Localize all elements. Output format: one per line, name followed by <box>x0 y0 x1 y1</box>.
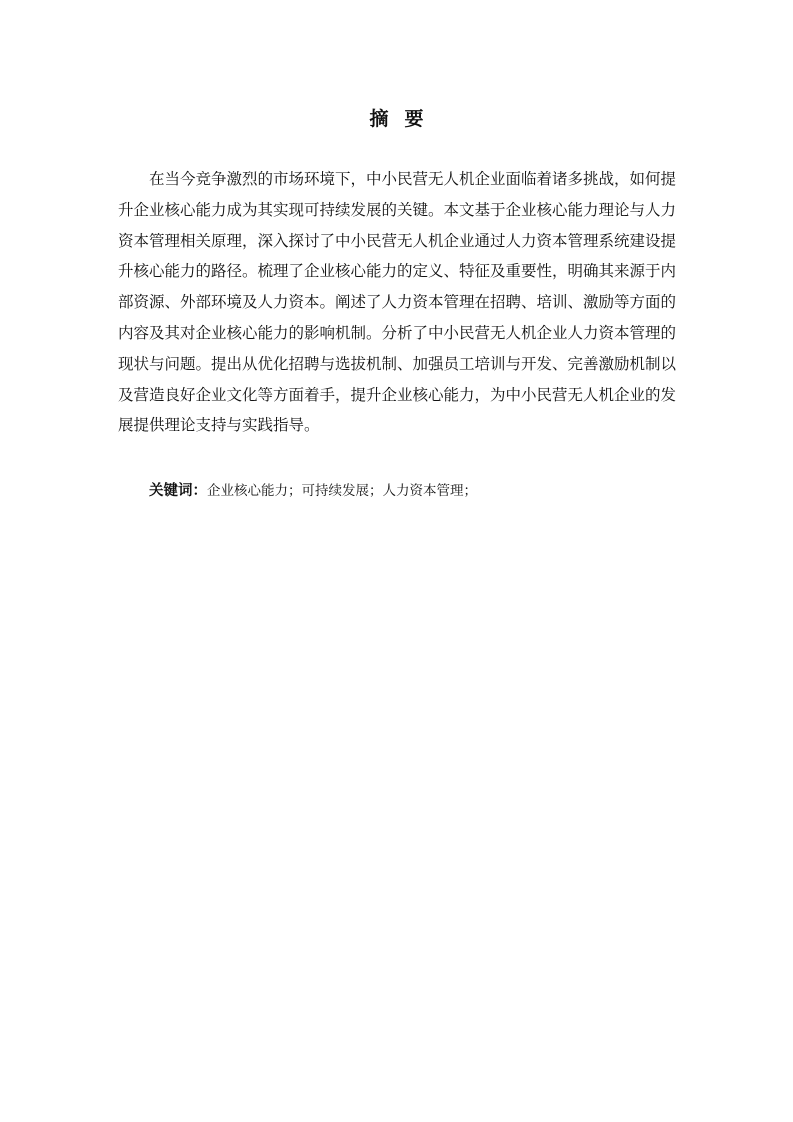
keywords-line <box>149 480 669 502</box>
abstract-title: 摘要 <box>369 108 440 130</box>
abstract-body: 在当今竞争激烈的市场环境下，中小民营无人机企业面临着诸多挑战，如何提升企业核心能力成为其实现可持续发展的关键。本文基于企业核心能力理论与人力资本管理相关原理，深入探讨了中小民营无人机企业通过人力资本管理系统建设提升核心能力的路径。梳理了企业核心能力的定义、特征及重要性，明确其来源于内部资源、外部环境及人力资本。阐述了人力资本管理在招聘、培训、激励等方面的内容及其对企业核心能力的影响机制。分析了中小民营无人机企业人力资本管理的现状与问题。提出从优化招聘与选拔机制、加强员工培训与开发、完善激励机制以及营造良好企业文化等方面着手，提升企业核心能力，为中小民营无人机企业的发展提供理论支持与实践指导。 <box>118 170 677 435</box>
keywords-value: 企业核心能力；可持续发展；人力资本管理； <box>207 483 477 499</box>
keywords-label: 关键词： <box>149 483 207 499</box>
